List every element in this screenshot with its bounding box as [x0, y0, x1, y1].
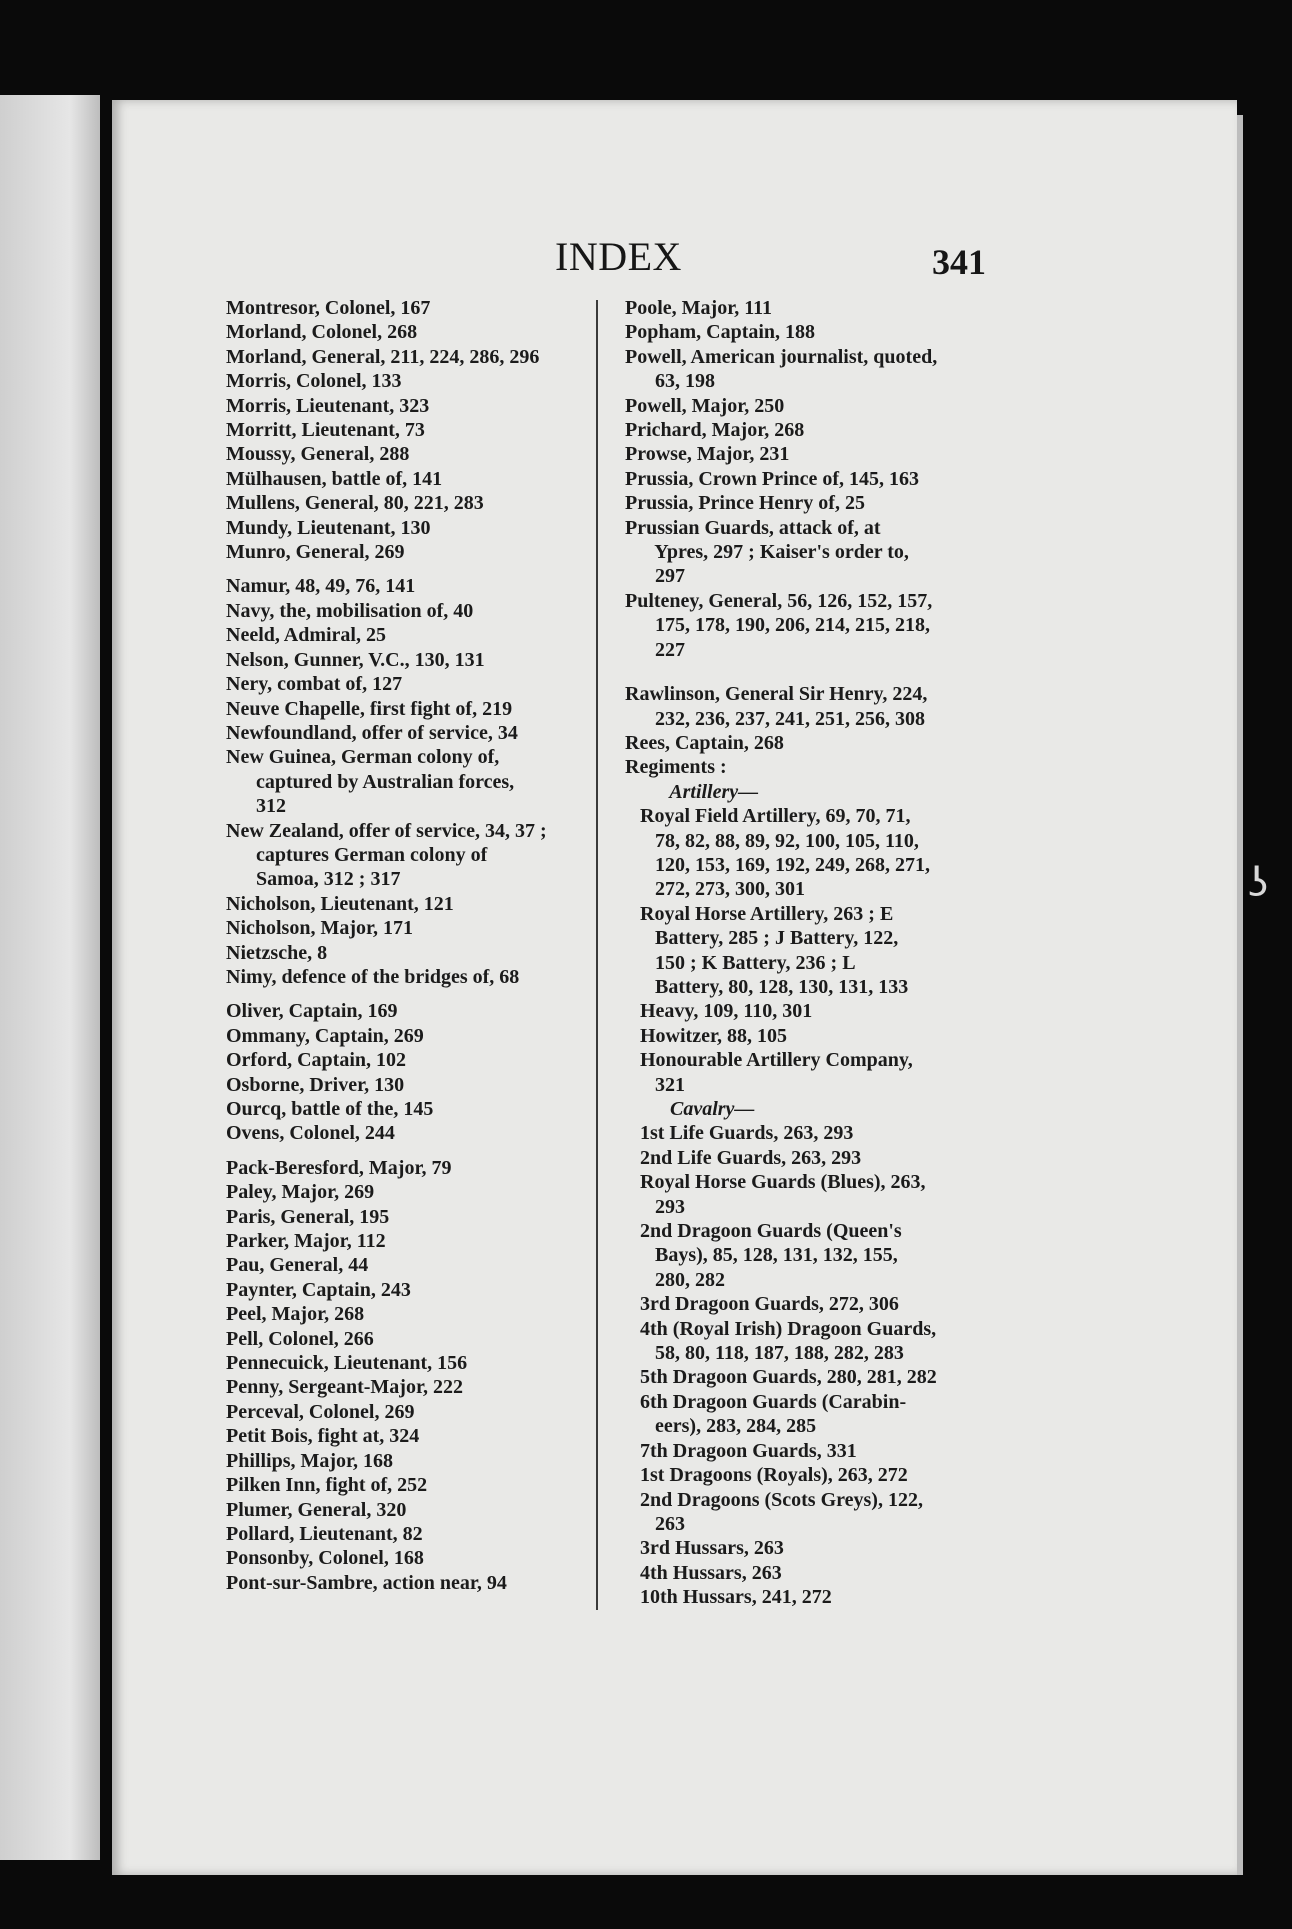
index-entry: 7th Dragoon Guards, 331: [625, 1439, 857, 1462]
index-entry: 78, 82, 88, 89, 92, 100, 105, 110,: [625, 829, 919, 852]
index-entry: 280, 282: [625, 1268, 725, 1291]
index-entry: Artillery—: [625, 780, 759, 803]
index-entry: Pollard, Lieutenant, 82: [226, 1522, 423, 1545]
index-entry: Morris, Colonel, 133: [226, 370, 402, 393]
index-entry: Penny, Sergeant-Major, 222: [226, 1376, 464, 1399]
index-column-left: [226, 296, 596, 1595]
index-entry: Pau, General, 44: [226, 1254, 369, 1277]
index-entry: captured by Australian forces,: [226, 770, 515, 793]
index-entry: Neuve Chapelle, first fight of, 219: [226, 697, 513, 720]
index-entry: Prichard, Major, 268: [625, 419, 805, 442]
index-entry: Neeld, Admiral, 25: [226, 624, 386, 647]
index-entry: Rees, Captain, 268: [625, 731, 784, 754]
index-entry: Pont-sur-Sambre, action near, 94: [226, 1571, 507, 1594]
index-entry: 63, 198: [625, 370, 715, 393]
index-entry: Prowse, Major, 231: [625, 443, 790, 466]
index-entry: 58, 80, 118, 187, 188, 282, 283: [625, 1342, 904, 1365]
index-entry: Morland, General, 211, 224, 286, 296: [226, 345, 540, 368]
index-entry: Prussia, Prince Henry of, 25: [625, 492, 865, 515]
index-entry: Nicholson, Major, 171: [226, 917, 414, 940]
index-entry: 120, 153, 169, 192, 249, 268, 271,: [625, 853, 930, 876]
index-entry: Parker, Major, 112: [226, 1230, 386, 1253]
index-entry: Perceval, Colonel, 269: [226, 1400, 415, 1423]
index-entry: Morris, Lieutenant, 323: [226, 394, 430, 417]
index-entry: Poole, Major, 111: [625, 297, 773, 319]
index-entry: Osborne, Driver, 130: [226, 1073, 405, 1096]
index-entry: 4th Hussars, 263: [625, 1561, 782, 1584]
index-entry: Nery, combat of, 127: [226, 673, 403, 696]
index-entry: 3rd Hussars, 263: [625, 1537, 784, 1560]
entry-gap: [226, 564, 596, 574]
index-entry: Orford, Captain, 102: [226, 1049, 406, 1072]
index-entry: Nimy, defence of the bridges of, 68: [226, 965, 520, 988]
index-entry: Nelson, Gunner, V.C., 130, 131: [226, 648, 485, 671]
index-entry: Navy, the, mobilisation of, 40: [226, 599, 474, 622]
index-entry: Mundy, Lieutenant, 130: [226, 516, 431, 539]
index-entry: Peel, Major, 268: [226, 1303, 365, 1326]
index-entry: 1st Life Guards, 263, 293: [625, 1122, 854, 1145]
index-entry: Paris, General, 195: [226, 1205, 390, 1228]
index-entry: 297: [625, 565, 685, 588]
index-entry: Oliver, Captain, 169: [226, 1000, 398, 1023]
index-entry: Petit Bois, fight at, 324: [226, 1425, 420, 1448]
index-entry: Regiments :: [625, 756, 727, 779]
index-entry: Powell, American journalist, quoted,: [625, 345, 938, 368]
index-entry: New Guinea, German colony of,: [226, 746, 500, 769]
margin-mark: ʖ: [1248, 860, 1269, 906]
index-entry: Paynter, Captain, 243: [226, 1278, 411, 1301]
index-entry: Pilken Inn, fight of, 252: [226, 1474, 428, 1497]
index-entry: Heavy, 109, 110, 301: [625, 1000, 813, 1023]
index-entry: 272, 273, 300, 301: [625, 878, 805, 901]
index-entry: Bays), 85, 128, 131, 132, 155,: [625, 1244, 898, 1267]
entry-gap: [226, 989, 596, 999]
index-entry: Ponsonby, Colonel, 168: [226, 1547, 424, 1570]
page-title: INDEX: [555, 234, 682, 279]
index-entry: Mülhausen, battle of, 141: [226, 467, 443, 490]
index-entry: Montresor, Colonel, 167: [226, 297, 431, 319]
index-entry: captures German colony of: [226, 843, 488, 866]
column-divider: [596, 300, 598, 1610]
index-entry: Pennecuick, Lieutenant, 156: [226, 1352, 468, 1375]
index-entry: 6th Dragoon Guards (Carabin-: [625, 1390, 907, 1413]
entry-gap: [226, 1146, 596, 1156]
index-entry: 1st Dragoons (Royals), 263, 272: [625, 1464, 908, 1487]
index-entry: 227: [625, 638, 685, 661]
index-entry: eers), 283, 284, 285: [625, 1415, 817, 1438]
index-entry: Nietzsche, 8: [226, 941, 328, 964]
index-entry: Cavalry—: [625, 1098, 755, 1120]
index-entry: Newfoundland, offer of service, 34: [226, 721, 518, 744]
index-entry: Pack-Beresford, Major, 79: [226, 1156, 452, 1179]
index-entry: Phillips, Major, 168: [226, 1449, 394, 1472]
index-entry: 263: [625, 1512, 685, 1535]
index-entry: New Zealand, offer of service, 34, 37 ;: [226, 819, 547, 842]
index-entry: Royal Field Artillery, 69, 70, 71,: [625, 805, 911, 828]
index-entry: Battery, 80, 128, 130, 131, 133: [625, 975, 909, 998]
index-entry: 4th (Royal Irish) Dragoon Guards,: [625, 1317, 937, 1340]
index-entry: Munro, General, 269: [226, 541, 405, 564]
index-entry: Powell, Major, 250: [625, 394, 785, 417]
index-entry: 3rd Dragoon Guards, 272, 306: [625, 1293, 899, 1316]
index-entry: 175, 178, 190, 206, 214, 215, 218,: [625, 614, 930, 637]
index-entry: 150 ; K Battery, 236 ; L: [625, 951, 856, 974]
index-entry: 312: [226, 795, 286, 818]
index-entry: 232, 236, 237, 241, 251, 256, 308: [625, 707, 925, 730]
index-entry: Ourcq, battle of the, 145: [226, 1098, 434, 1120]
index-entry: Honourable Artillery Company,: [625, 1049, 913, 1072]
index-entry: 10th Hussars, 241, 272: [625, 1586, 832, 1609]
index-entry: Pell, Colonel, 266: [226, 1327, 374, 1350]
index-entry: Moussy, General, 288: [226, 443, 410, 466]
index-entry: Samoa, 312 ; 317: [226, 868, 401, 891]
index-entry: Battery, 285 ; J Battery, 122,: [625, 927, 899, 950]
index-entry: Rawlinson, General Sir Henry, 224,: [625, 683, 928, 706]
index-entry: Ommany, Captain, 269: [226, 1024, 424, 1047]
index-entry: 293: [625, 1195, 685, 1218]
index-entry: Ovens, Colonel, 244: [226, 1122, 395, 1145]
index-entry: Popham, Captain, 188: [625, 321, 816, 344]
index-entry: Howitzer, 88, 105: [625, 1024, 788, 1047]
index-entry: 321: [625, 1073, 685, 1096]
index-entry: Morland, Colonel, 268: [226, 321, 418, 344]
index-entry: 2nd Dragoon Guards (Queen's: [625, 1220, 902, 1243]
page-edge-shadow: [1237, 115, 1243, 1875]
index-entry: 2nd Dragoons (Scots Greys), 122,: [625, 1488, 923, 1511]
index-entry: Nicholson, Lieutenant, 121: [226, 892, 454, 915]
entry-gap: [625, 672, 995, 682]
entry-gap: [625, 662, 995, 672]
index-entry: Prussian Guards, attack of, at: [625, 516, 881, 539]
index-entry: Ypres, 297 ; Kaiser's order to,: [625, 541, 909, 564]
index-entry: 2nd Life Guards, 263, 293: [625, 1146, 862, 1169]
index-column-right: [625, 296, 995, 1610]
facing-page-edge: [0, 95, 100, 1860]
index-entry: Prussia, Crown Prince of, 145, 163: [625, 467, 920, 490]
index-entry: Royal Horse Guards (Blues), 263,: [625, 1171, 926, 1194]
index-entry: Morritt, Lieutenant, 73: [226, 419, 425, 442]
index-entry: Mullens, General, 80, 221, 283: [226, 492, 484, 515]
index-entry: Namur, 48, 49, 76, 141: [226, 575, 416, 598]
index-entry: Royal Horse Artillery, 263 ; E: [625, 902, 894, 925]
index-entry: Plumer, General, 320: [226, 1498, 407, 1521]
index-entry: Pulteney, General, 56, 126, 152, 157,: [625, 589, 933, 612]
index-entry: Paley, Major, 269: [226, 1181, 375, 1204]
index-entry: 5th Dragoon Guards, 280, 281, 282: [625, 1366, 937, 1389]
page-number: 341: [932, 242, 986, 282]
